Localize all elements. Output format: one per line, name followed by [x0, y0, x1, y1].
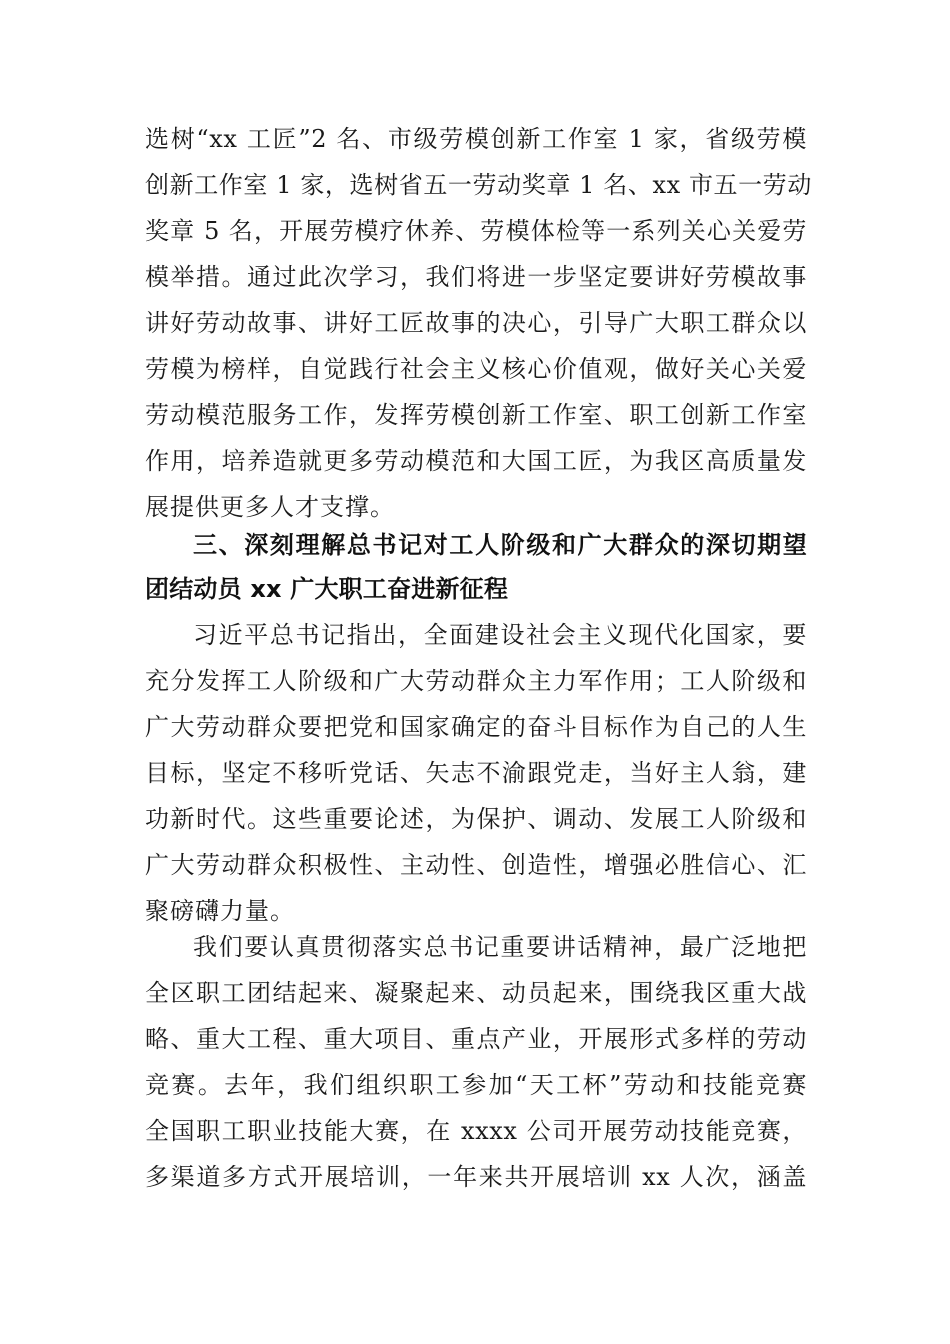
paragraph-continuation: [145, 124, 812, 521]
paragraph-line: 奖章 5 名，开展劳模疗休养、劳模体检等一系列关心关爱劳: [145, 217, 807, 245]
paragraph-line: 略、重大工程、重大项目、重点产业，开展形式多样的劳动: [145, 1025, 807, 1053]
paragraph-line: 聚磅礴力量。: [145, 897, 295, 925]
paragraph-line: 目标，坚定不移听党话、矢志不渝跟党走，当好主人翁，建: [145, 759, 807, 787]
paragraph-line: 我们要认真贯彻落实总书记重要讲话精神，最广泛地把: [193, 933, 807, 961]
paragraph-line: 习近平总书记指出，全面建设社会主义现代化国家，要: [193, 621, 807, 649]
paragraph-line: 广大劳动群众要把党和国家确定的奋斗目标作为自己的人生: [145, 713, 807, 741]
paragraph-line: 创新工作室 1 家，选树省五一劳动奖章 1 名、xx 市五一劳动: [145, 171, 812, 199]
paragraph-line: 讲好劳动故事、讲好工匠故事的决心，引导广大职工群众以: [145, 309, 807, 337]
paragraph-line: 全国职工职业技能大赛，在 xxxx 公司开展劳动技能竞赛，: [145, 1117, 807, 1145]
paragraph-line: 选树“xx 工匠”2 名、市级劳模创新工作室 1 家，省级劳模: [145, 125, 807, 153]
paragraph-line: 全区职工团结起来、凝聚起来、动员起来，围绕我区重大战: [145, 979, 807, 1007]
paragraph-line: 模举措。通过此次学习，我们将进一步坚定要讲好劳模故事: [145, 263, 807, 291]
paragraph-3: [145, 932, 807, 1192]
section-heading: [145, 530, 807, 610]
paragraph-line: 多渠道多方式开展培训，一年来共开展培训 xx 人次，涵盖: [145, 1163, 807, 1191]
paragraph-line: 充分发挥工人阶级和广大劳动群众主力军作用；工人阶级和: [145, 667, 807, 695]
paragraph-line: 广大劳动群众积极性、主动性、创造性，增强必胜信心、汇: [145, 851, 807, 879]
paragraph-line: 作用，培养造就更多劳动模范和大国工匠，为我区高质量发: [145, 447, 807, 475]
paragraph-line: 展提供更多人才支撑。: [145, 493, 395, 521]
paragraph-line: 劳动模范服务工作，发挥劳模创新工作室、职工创新工作室: [145, 401, 807, 429]
heading-line: 团结动员 xx 广大职工奋进新征程: [145, 575, 509, 603]
paragraph-2: [145, 620, 807, 925]
paragraph-line: 功新时代。这些重要论述，为保护、调动、发展工人阶级和: [145, 805, 807, 833]
heading-line: 三、深刻理解总书记对工人阶级和广大群众的深切期望: [193, 531, 807, 559]
paragraph-line: 劳模为榜样，自觉践行社会主义核心价值观，做好关心关爱: [145, 355, 807, 383]
paragraph-line: 竞赛。去年，我们组织职工参加“天工杯”劳动和技能竞赛: [145, 1071, 807, 1099]
